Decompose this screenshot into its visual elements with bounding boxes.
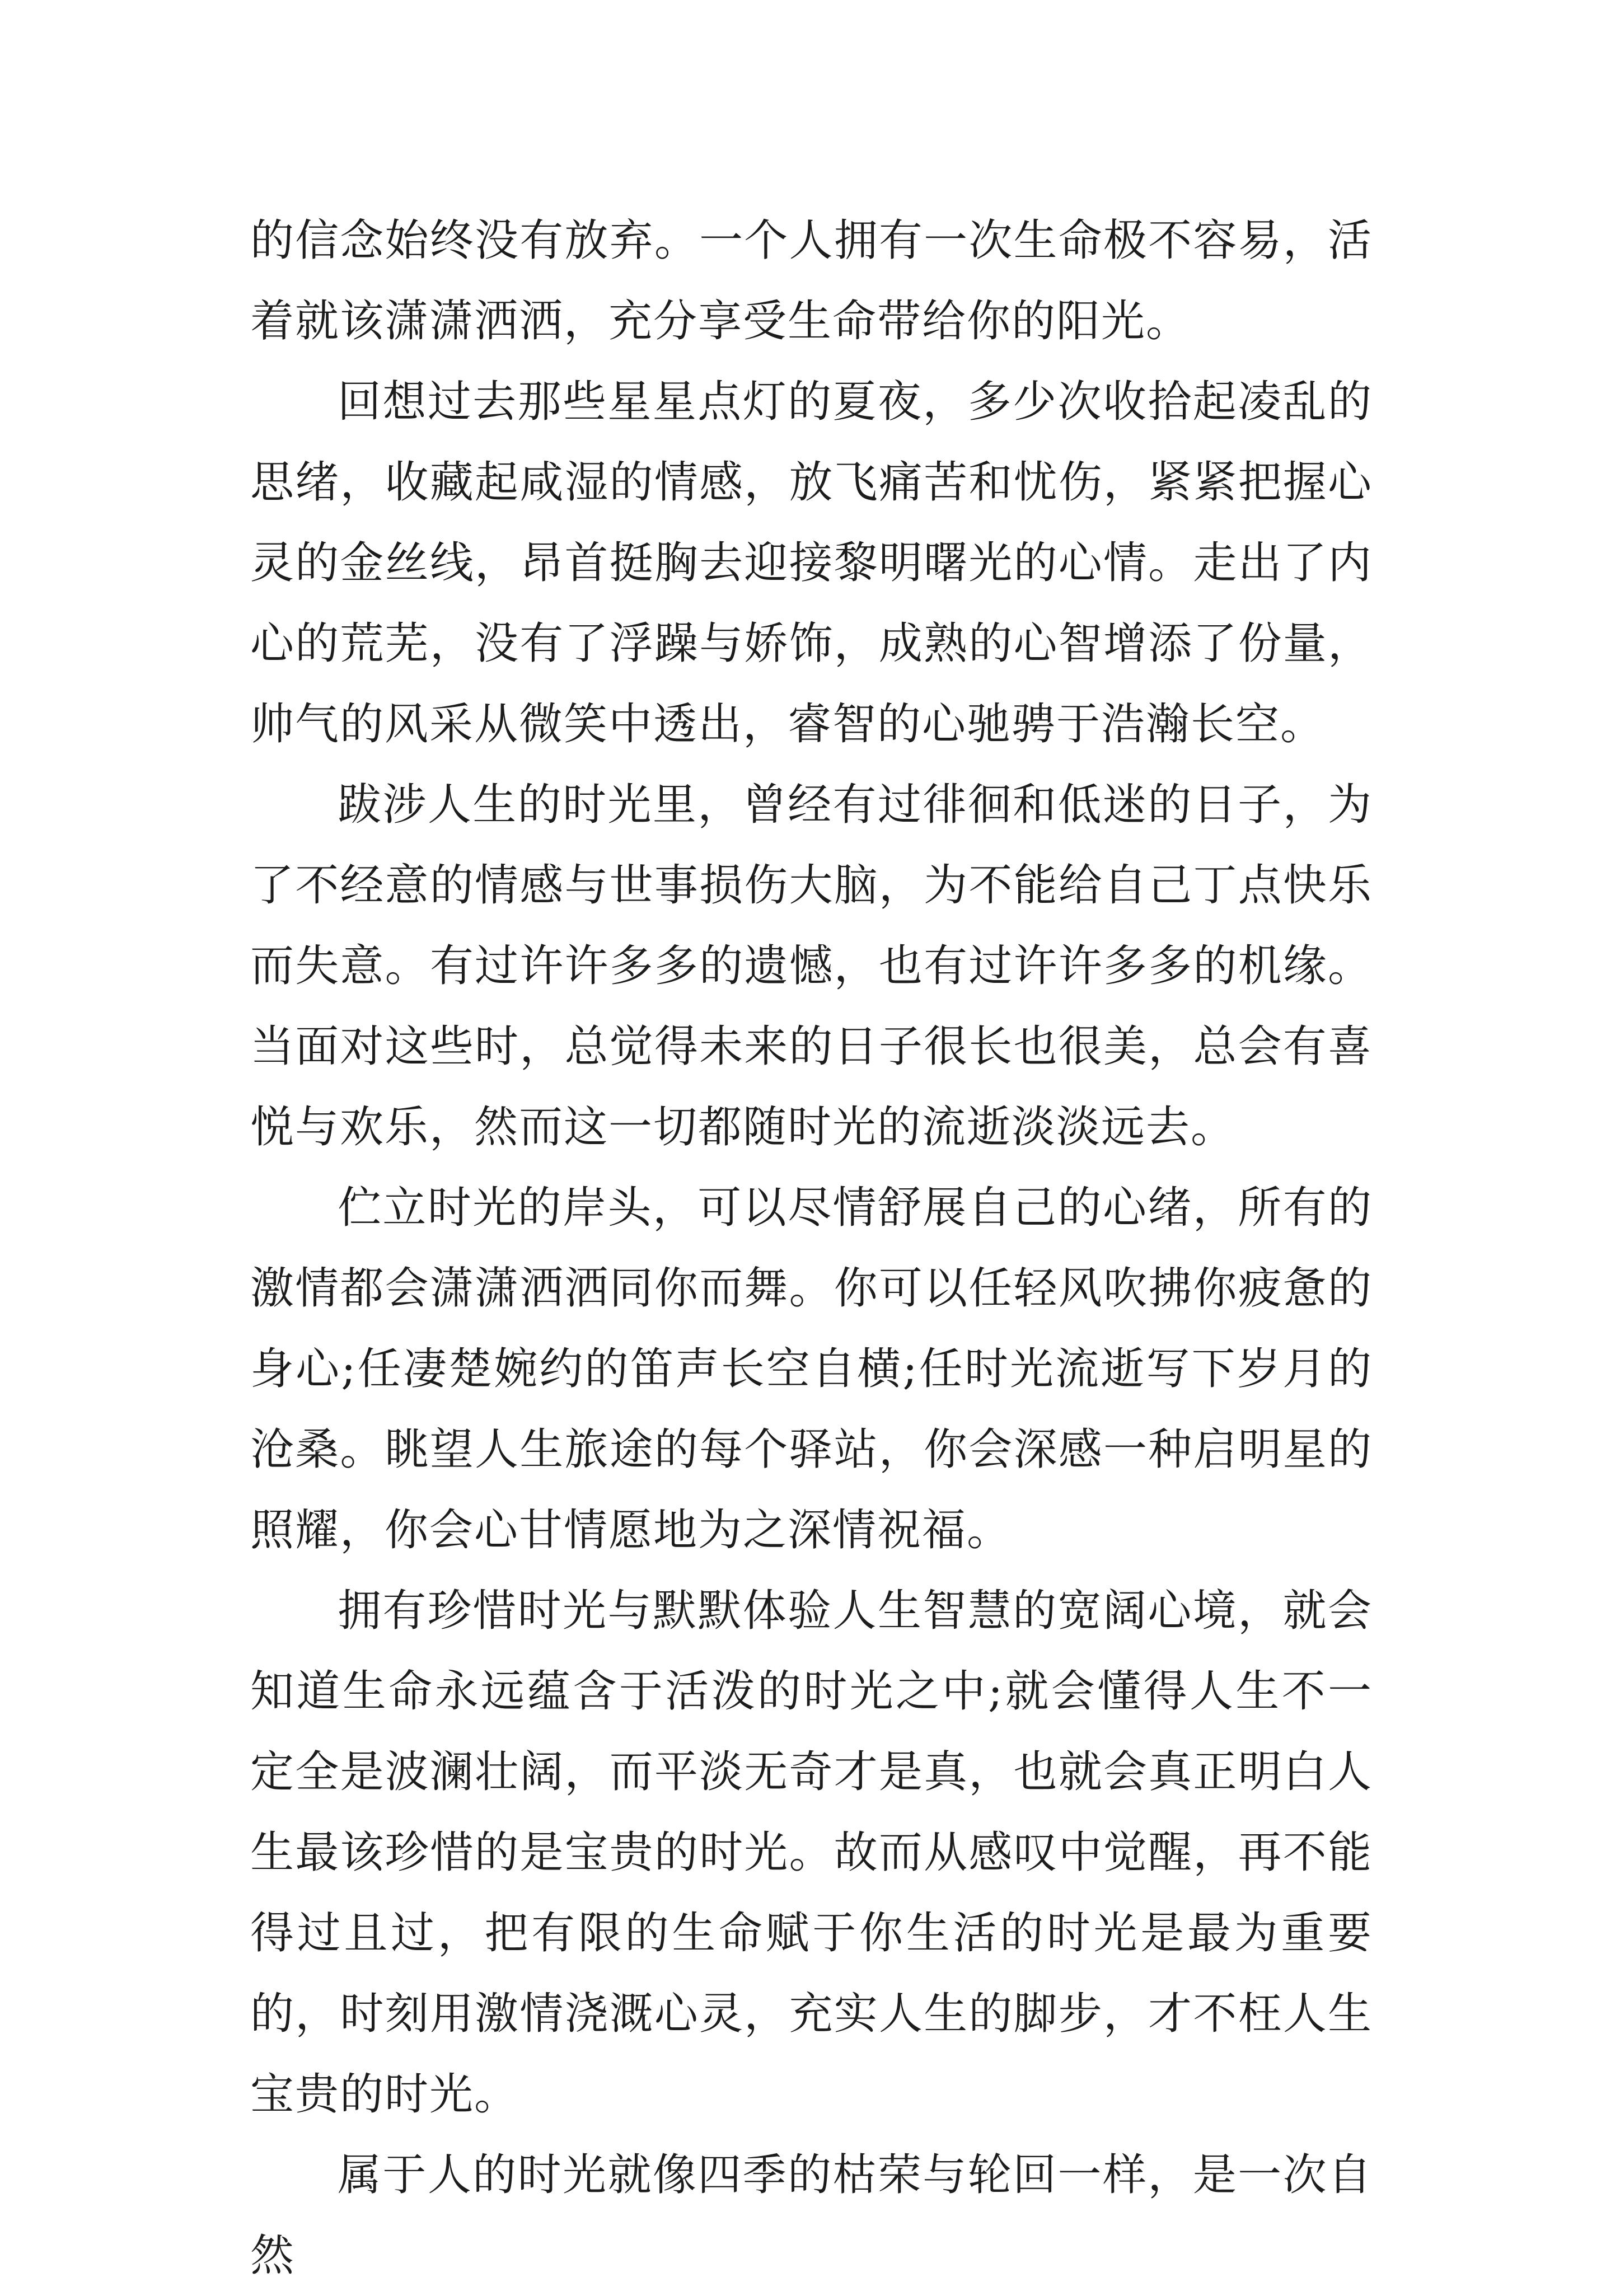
body-text [250,200,1373,2296]
paragraph-2: 回想过去那些星星点灯的夏夜，多少次收拾起凌乱的思绪，收藏起咸湿的情感，放飞痛苦和忧伤，紧紧把握心灵的金丝线，昂首挺胸去迎接黎明曙光的心情。走出了内心的荒芜，没有了浮躁与娇饰，成熟的心智增添了份量，帅气的风采从微笑中透出，睿智的心驰骋于浩瀚长空。 [250,377,1373,749]
paragraph-1: 的信念始终没有放弃。一个人拥有一次生命极不容易，活着就该潇潇洒洒，充分享受生命带给你的阳光。 [250,215,1373,346]
paragraph-5: 拥有珍惜时光与默默体验人生智慧的宽阔心境，就会知道生命永远蕴含于活泼的时光之中;就会懂得人生不一定全是波澜壮阔，而平淡无奇才是真，也就会真正明白人生最该珍惜的是宝贵的时光。故而从感叹中觉醒，再不能得过且过，把有限的生命赋于你生活的时光是最为重要的，时刻用激情浇溉心灵，充实人生的脚步，才不枉人生宝贵的时光。 [250,1586,1373,2120]
paragraph-3: 跋涉人生的时光里，曾经有过徘徊和低迷的日子，为了不经意的情感与世事损伤大脑，为不能给自己丁点快乐而失意。有过许许多多的遗憾，也有过许许多多的机缘。当面对这些时，总觉得未来的日子很长也很美，总会有喜悦与欢乐，然而这一切都随时光的流逝淡淡远去。 [250,780,1373,1152]
paragraph-4: 伫立时光的岸头，可以尽情舒展自己的心绪，所有的激情都会潇潇洒洒同你而舞。你可以任轻风吹拂你疲惫的身心;任凄楚婉约的笛声长空自横;任时光流逝写下岁月的沧桑。眺望人生旅途的每个驿站，你会深感一种启明星的照耀，你会心甘情愿地为之深情祝福。 [250,1183,1373,1555]
paragraph-6: 属于人的时光就像四季的枯荣与轮回一样，是一次自然 [250,2150,1373,2281]
